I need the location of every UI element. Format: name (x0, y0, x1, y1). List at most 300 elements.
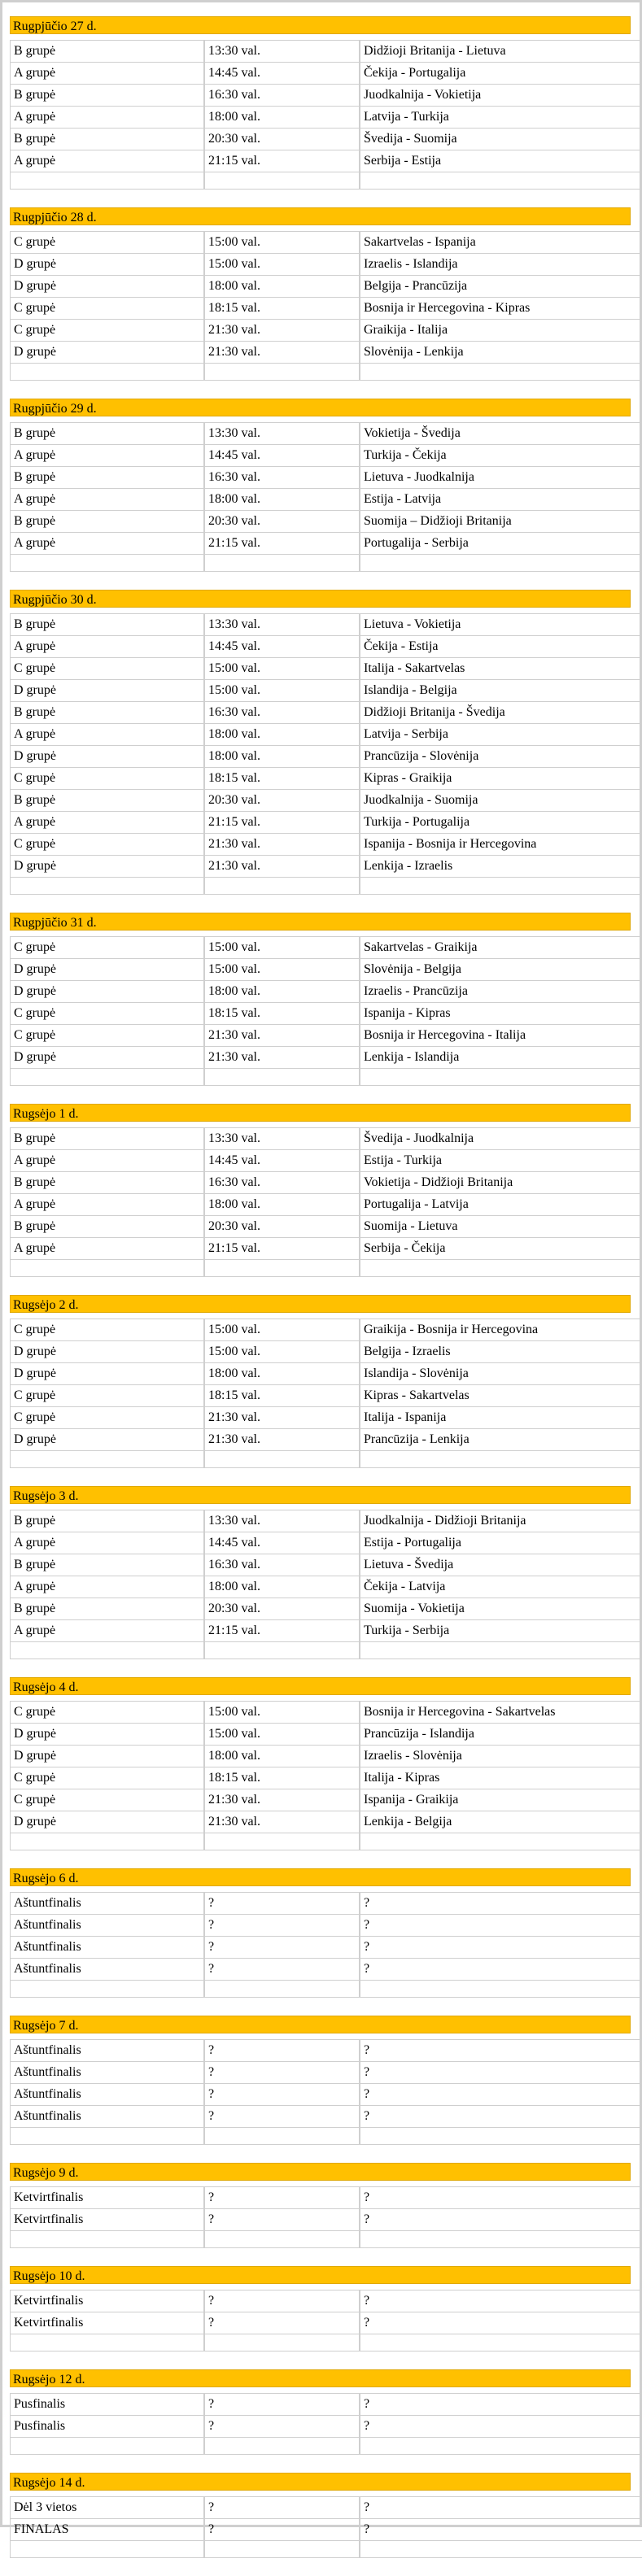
game-group-cell: Ketvirtfinalis (10, 2186, 204, 2209)
game-group-cell: C grupė (10, 231, 204, 254)
empty-row (10, 878, 642, 895)
game-group-cell: Ketvirtfinalis (10, 2209, 204, 2231)
game-row (10, 613, 642, 636)
game-time-cell: 16:30 val. (204, 1554, 360, 1576)
empty-row (10, 2128, 642, 2145)
game-row (10, 342, 642, 364)
game-time-cell: 21:30 val. (204, 834, 360, 856)
game-match-cell: ? (360, 2496, 642, 2519)
game-time-cell: 18:15 val. (204, 1003, 360, 1025)
game-row (10, 1554, 642, 1576)
game-group-cell: B grupė (10, 511, 204, 533)
empty-cell (204, 1833, 360, 1850)
game-group-cell: D grupė (10, 1746, 204, 1767)
game-row (10, 1598, 642, 1620)
game-row (10, 445, 642, 467)
game-group-cell: A grupė (10, 150, 204, 172)
game-time-cell: 18:00 val. (204, 1363, 360, 1385)
empty-cell (360, 2334, 642, 2352)
game-time-cell: ? (204, 2106, 360, 2128)
empty-row (10, 555, 642, 572)
game-time-cell: ? (204, 2312, 360, 2334)
day-header: Rugsėjo 1 d. (10, 1104, 631, 1122)
game-row (10, 107, 642, 129)
game-match-cell: Ispanija - Bosnija ir Hercegovina (360, 834, 642, 856)
game-group-cell: D grupė (10, 1047, 204, 1069)
game-group-cell: C grupė (10, 834, 204, 856)
game-time-cell: 21:15 val. (204, 1620, 360, 1642)
empty-cell (360, 2231, 642, 2248)
game-group-cell: D grupė (10, 254, 204, 276)
game-group-cell: D grupė (10, 342, 204, 364)
game-match-cell: Portugalija - Serbija (360, 533, 642, 555)
game-group-cell: B grupė (10, 40, 204, 63)
game-row (10, 981, 642, 1003)
game-group-cell: A grupė (10, 1194, 204, 1216)
game-group-cell: Aštuntfinalis (10, 1892, 204, 1915)
game-match-cell: Italija - Sakartvelas (360, 658, 642, 680)
empty-cell (204, 1642, 360, 1659)
game-match-cell: ? (360, 2393, 642, 2416)
empty-cell (10, 2438, 204, 2455)
game-row (10, 85, 642, 107)
game-group-cell: Aštuntfinalis (10, 2062, 204, 2084)
day-block (10, 2473, 631, 2558)
game-row (10, 1363, 642, 1385)
game-row (10, 1892, 642, 1915)
games-table (10, 422, 642, 572)
game-time-cell: 21:30 val. (204, 1811, 360, 1833)
game-match-cell: Suomija - Lietuva (360, 1216, 642, 1238)
game-group-cell: B grupė (10, 613, 204, 636)
empty-row (10, 1260, 642, 1277)
day-header: Rugsėjo 7 d. (10, 2016, 631, 2033)
games-table (10, 40, 642, 190)
empty-cell (360, 1642, 642, 1659)
game-group-cell: Aštuntfinalis (10, 2039, 204, 2062)
game-group-cell: D grupė (10, 276, 204, 298)
day-block (10, 399, 631, 572)
game-match-cell: ? (360, 1915, 642, 1937)
game-group-cell: B grupė (10, 1554, 204, 1576)
game-match-cell: Lenkija - Izraelis (360, 856, 642, 878)
game-match-cell: Prancūzija - Islandija (360, 1724, 642, 1746)
game-row (10, 2209, 642, 2231)
game-group-cell: A grupė (10, 1532, 204, 1554)
game-group-cell: C grupė (10, 320, 204, 342)
empty-cell (360, 172, 642, 190)
game-group-cell: D grupė (10, 1363, 204, 1385)
game-time-cell: 21:30 val. (204, 342, 360, 364)
game-group-cell: Ketvirtfinalis (10, 2290, 204, 2312)
game-group-cell: C grupė (10, 936, 204, 959)
game-row (10, 320, 642, 342)
day-header: Rugsėjo 2 d. (10, 1295, 631, 1313)
game-group-cell: B grupė (10, 422, 204, 445)
game-group-cell: C grupė (10, 1025, 204, 1047)
game-row (10, 1194, 642, 1216)
empty-row (10, 364, 642, 381)
day-header: Rugpjūčio 29 d. (10, 399, 631, 416)
game-row (10, 511, 642, 533)
game-group-cell: D grupė (10, 981, 204, 1003)
game-time-cell: ? (204, 2290, 360, 2312)
game-match-cell: ? (360, 2209, 642, 2231)
game-time-cell: 20:30 val. (204, 1598, 360, 1620)
game-row (10, 2084, 642, 2106)
game-group-cell: A grupė (10, 533, 204, 555)
game-time-cell: 18:00 val. (204, 724, 360, 746)
day-block (10, 207, 631, 381)
game-time-cell: 15:00 val. (204, 936, 360, 959)
game-group-cell: Ketvirtfinalis (10, 2312, 204, 2334)
game-row (10, 1238, 642, 1260)
game-match-cell: Latvija - Serbija (360, 724, 642, 746)
day-header: Rugpjūčio 28 d. (10, 207, 631, 225)
game-match-cell: Didžioji Britanija - Švedija (360, 702, 642, 724)
game-match-cell: Vokietija - Švedija (360, 422, 642, 445)
game-match-cell: ? (360, 1937, 642, 1959)
day-block (10, 1868, 631, 1998)
game-match-cell: ? (360, 1959, 642, 1981)
game-time-cell: ? (204, 2186, 360, 2209)
game-time-cell: 18:00 val. (204, 489, 360, 511)
day-header: Rugpjūčio 31 d. (10, 913, 631, 931)
empty-row (10, 2541, 642, 2558)
game-match-cell: Izraelis - Slovėnija (360, 1746, 642, 1767)
empty-cell (204, 555, 360, 572)
game-match-cell: Kipras - Sakartvelas (360, 1385, 642, 1407)
games-table (10, 1510, 642, 1659)
game-match-cell: Slovėnija - Lenkija (360, 342, 642, 364)
empty-cell (204, 1069, 360, 1086)
game-row (10, 834, 642, 856)
game-row (10, 1576, 642, 1598)
game-group-cell: B grupė (10, 467, 204, 489)
game-time-cell: ? (204, 1937, 360, 1959)
game-match-cell: ? (360, 2416, 642, 2438)
games-table (10, 2290, 642, 2352)
game-match-cell: ? (360, 2039, 642, 2062)
game-match-cell: Izraelis - Islandija (360, 254, 642, 276)
game-row (10, 2039, 642, 2062)
game-match-cell: ? (360, 1892, 642, 1915)
game-row (10, 2062, 642, 2084)
game-time-cell: 15:00 val. (204, 959, 360, 981)
empty-cell (10, 2128, 204, 2145)
game-match-cell: ? (360, 2290, 642, 2312)
game-match-cell: Islandija - Belgija (360, 680, 642, 702)
game-match-cell: Estija - Portugalija (360, 1532, 642, 1554)
game-match-cell: ? (360, 2084, 642, 2106)
schedule-list (10, 16, 631, 2576)
game-group-cell: C grupė (10, 768, 204, 790)
game-time-cell: 21:30 val. (204, 320, 360, 342)
game-group-cell: A grupė (10, 1620, 204, 1642)
game-time-cell: 15:00 val. (204, 1341, 360, 1363)
empty-row (10, 1642, 642, 1659)
game-match-cell: Italija - Kipras (360, 1767, 642, 1789)
game-time-cell: 18:00 val. (204, 107, 360, 129)
empty-cell (360, 1833, 642, 1850)
empty-cell (360, 2128, 642, 2145)
game-row (10, 129, 642, 150)
day-block (10, 913, 631, 1086)
game-match-cell: Prancūzija - Lenkija (360, 1429, 642, 1451)
game-match-cell: Izraelis - Prancūzija (360, 981, 642, 1003)
game-group-cell: B grupė (10, 1127, 204, 1150)
game-row (10, 959, 642, 981)
game-row (10, 790, 642, 812)
game-row (10, 1811, 642, 1833)
empty-cell (204, 172, 360, 190)
game-row (10, 298, 642, 320)
empty-cell (360, 1260, 642, 1277)
game-row (10, 1216, 642, 1238)
empty-cell (204, 1451, 360, 1468)
game-time-cell: 13:30 val. (204, 422, 360, 445)
game-group-cell: D grupė (10, 1811, 204, 1833)
empty-row (10, 2438, 642, 2455)
game-time-cell: 20:30 val. (204, 790, 360, 812)
game-time-cell: 21:30 val. (204, 1407, 360, 1429)
day-block (10, 16, 631, 190)
empty-cell (10, 172, 204, 190)
game-match-cell: Prancūzija - Slovėnija (360, 746, 642, 768)
day-block (10, 2369, 631, 2455)
empty-cell (360, 2438, 642, 2455)
games-table (10, 1701, 642, 1850)
game-group-cell: C grupė (10, 298, 204, 320)
game-row (10, 276, 642, 298)
game-match-cell: Čekija - Latvija (360, 1576, 642, 1598)
empty-cell (204, 2231, 360, 2248)
game-group-cell: C grupė (10, 1767, 204, 1789)
day-block (10, 2163, 631, 2248)
game-row (10, 1407, 642, 1429)
game-row (10, 467, 642, 489)
day-header: Rugsėjo 9 d. (10, 2163, 631, 2181)
game-group-cell: D grupė (10, 1429, 204, 1451)
game-time-cell: 13:30 val. (204, 1127, 360, 1150)
game-row (10, 1789, 642, 1811)
game-time-cell: 18:00 val. (204, 1576, 360, 1598)
game-row (10, 2496, 642, 2519)
game-time-cell: 15:00 val. (204, 1319, 360, 1341)
game-row (10, 812, 642, 834)
game-match-cell: Juodkalnija - Didžioji Britanija (360, 1510, 642, 1532)
game-row (10, 2186, 642, 2209)
game-row (10, 1172, 642, 1194)
game-group-cell: C grupė (10, 1319, 204, 1341)
empty-row (10, 2231, 642, 2248)
game-row (10, 150, 642, 172)
game-group-cell: D grupė (10, 959, 204, 981)
game-match-cell: Bosnija ir Hercegovina - Italija (360, 1025, 642, 1047)
game-row (10, 1915, 642, 1937)
game-time-cell: 16:30 val. (204, 702, 360, 724)
game-match-cell: Bosnija ir Hercegovina - Kipras (360, 298, 642, 320)
game-row (10, 636, 642, 658)
game-row (10, 724, 642, 746)
empty-cell (204, 878, 360, 895)
empty-row (10, 1981, 642, 1998)
game-time-cell: 20:30 val. (204, 1216, 360, 1238)
empty-cell (360, 878, 642, 895)
game-group-cell: FINALAS (10, 2519, 204, 2541)
empty-cell (204, 2438, 360, 2455)
game-match-cell: Islandija - Slovėnija (360, 1363, 642, 1385)
empty-cell (10, 1981, 204, 1998)
game-row (10, 489, 642, 511)
game-match-cell: Suomija – Didžioji Britanija (360, 511, 642, 533)
game-row (10, 1025, 642, 1047)
empty-cell (10, 1260, 204, 1277)
game-time-cell: 18:15 val. (204, 1385, 360, 1407)
game-time-cell: ? (204, 2084, 360, 2106)
game-time-cell: 15:00 val. (204, 1701, 360, 1724)
game-row (10, 1767, 642, 1789)
game-group-cell: A grupė (10, 724, 204, 746)
empty-cell (10, 1069, 204, 1086)
empty-row (10, 2334, 642, 2352)
day-header: Rugsėjo 4 d. (10, 1677, 631, 1695)
game-row (10, 746, 642, 768)
game-group-cell: D grupė (10, 856, 204, 878)
game-group-cell: D grupė (10, 746, 204, 768)
game-time-cell: ? (204, 2496, 360, 2519)
game-time-cell: 21:15 val. (204, 1238, 360, 1260)
game-match-cell: Serbija - Čekija (360, 1238, 642, 1260)
game-time-cell: ? (204, 1892, 360, 1915)
game-row (10, 1937, 642, 1959)
empty-cell (10, 1451, 204, 1468)
game-group-cell: Aštuntfinalis (10, 1937, 204, 1959)
empty-cell (360, 2541, 642, 2558)
game-row (10, 680, 642, 702)
game-time-cell: ? (204, 2416, 360, 2438)
game-group-cell: A grupė (10, 1576, 204, 1598)
game-match-cell: Estija - Latvija (360, 489, 642, 511)
game-row (10, 2290, 642, 2312)
game-row (10, 1127, 642, 1150)
game-group-cell: Aštuntfinalis (10, 1959, 204, 1981)
game-match-cell: ? (360, 2186, 642, 2209)
empty-row (10, 172, 642, 190)
game-group-cell: A grupė (10, 812, 204, 834)
empty-cell (10, 2231, 204, 2248)
games-table (10, 1892, 642, 1998)
game-row (10, 936, 642, 959)
game-time-cell: 14:45 val. (204, 1150, 360, 1172)
game-time-cell: 14:45 val. (204, 63, 360, 85)
game-group-cell: C grupė (10, 1407, 204, 1429)
game-row (10, 1341, 642, 1363)
game-row (10, 1724, 642, 1746)
day-header: Rugpjūčio 30 d. (10, 590, 631, 608)
game-match-cell: Lenkija - Belgija (360, 1811, 642, 1833)
game-row (10, 2393, 642, 2416)
game-time-cell: 16:30 val. (204, 85, 360, 107)
game-time-cell: 18:00 val. (204, 1746, 360, 1767)
game-match-cell: Vokietija - Didžioji Britanija (360, 1172, 642, 1194)
game-group-cell: A grupė (10, 1150, 204, 1172)
empty-cell (10, 2541, 204, 2558)
game-group-cell: B grupė (10, 790, 204, 812)
game-time-cell: ? (204, 2039, 360, 2062)
empty-row (10, 1069, 642, 1086)
day-block (10, 1104, 631, 1277)
day-block (10, 2016, 631, 2145)
games-table (10, 2496, 642, 2558)
empty-cell (204, 2128, 360, 2145)
game-match-cell: Lietuva - Juodkalnija (360, 467, 642, 489)
game-group-cell: A grupė (10, 107, 204, 129)
game-time-cell: ? (204, 2062, 360, 2084)
game-match-cell: Lietuva - Švedija (360, 1554, 642, 1576)
game-time-cell: 18:00 val. (204, 1194, 360, 1216)
day-block (10, 1295, 631, 1468)
game-match-cell: Graikija - Bosnija ir Hercegovina (360, 1319, 642, 1341)
game-time-cell: 21:30 val. (204, 1789, 360, 1811)
day-header: Rugsėjo 12 d. (10, 2369, 631, 2387)
game-group-cell: Aštuntfinalis (10, 2106, 204, 2128)
game-group-cell: C grupė (10, 658, 204, 680)
game-time-cell: 16:30 val. (204, 467, 360, 489)
game-group-cell: B grupė (10, 129, 204, 150)
game-group-cell: C grupė (10, 1701, 204, 1724)
empty-row (10, 1451, 642, 1468)
game-match-cell: Graikija - Italija (360, 320, 642, 342)
empty-cell (10, 555, 204, 572)
game-row (10, 658, 642, 680)
empty-cell (204, 364, 360, 381)
game-match-cell: Lietuva - Vokietija (360, 613, 642, 636)
game-row (10, 254, 642, 276)
empty-cell (360, 1069, 642, 1086)
games-table (10, 2186, 642, 2248)
game-group-cell: C grupė (10, 1385, 204, 1407)
game-time-cell: 21:15 val. (204, 533, 360, 555)
game-time-cell: 14:45 val. (204, 445, 360, 467)
game-row (10, 1959, 642, 1981)
game-time-cell: ? (204, 2393, 360, 2416)
game-row (10, 422, 642, 445)
day-header: Rugsėjo 10 d. (10, 2266, 631, 2284)
day-header: Rugsėjo 6 d. (10, 1868, 631, 1886)
game-time-cell: 18:15 val. (204, 298, 360, 320)
game-group-cell: B grupė (10, 702, 204, 724)
game-match-cell: ? (360, 2062, 642, 2084)
game-time-cell: 18:00 val. (204, 746, 360, 768)
game-time-cell: ? (204, 2209, 360, 2231)
game-row (10, 856, 642, 878)
game-group-cell: D grupė (10, 680, 204, 702)
game-match-cell: Juodkalnija - Suomija (360, 790, 642, 812)
game-row (10, 1510, 642, 1532)
game-match-cell: Serbija - Estija (360, 150, 642, 172)
game-match-cell: ? (360, 2519, 642, 2541)
game-time-cell: 15:00 val. (204, 254, 360, 276)
game-match-cell: Portugalija - Latvija (360, 1194, 642, 1216)
empty-cell (10, 364, 204, 381)
game-row (10, 2416, 642, 2438)
game-match-cell: Suomija - Vokietija (360, 1598, 642, 1620)
game-group-cell: B grupė (10, 1598, 204, 1620)
game-time-cell: ? (204, 1915, 360, 1937)
game-row (10, 1150, 642, 1172)
empty-cell (360, 555, 642, 572)
